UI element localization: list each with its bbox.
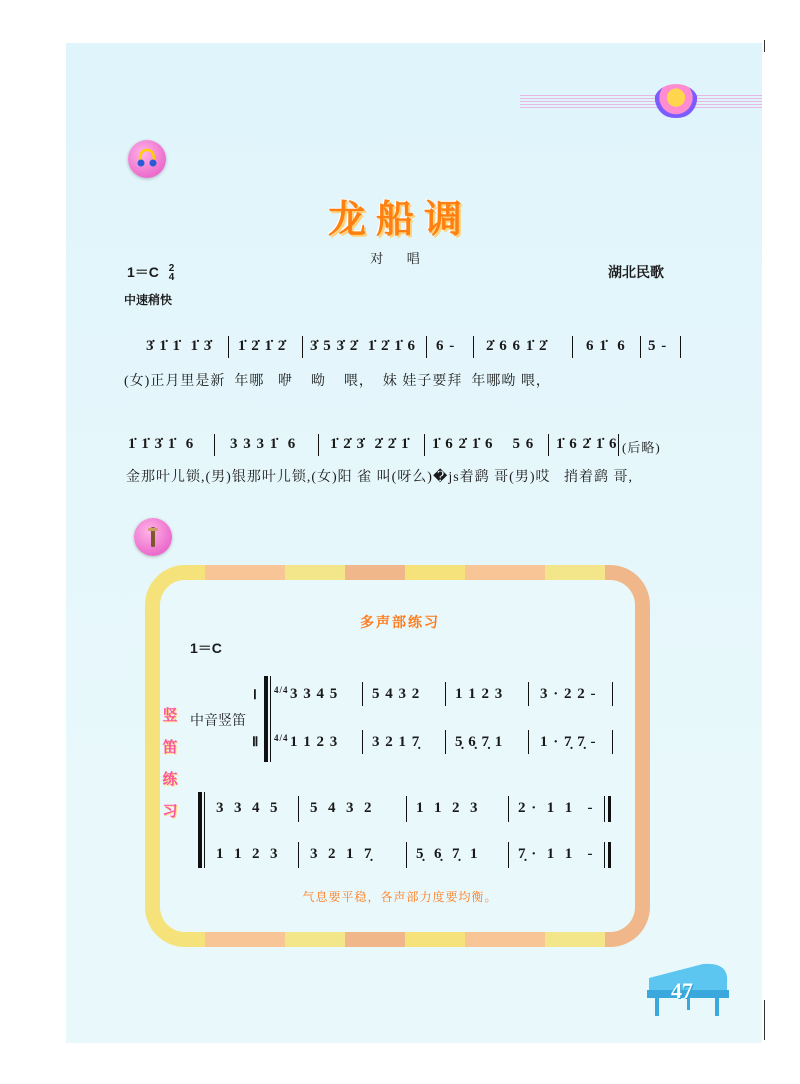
- bar-line: [528, 682, 529, 706]
- time-denominator: 4: [168, 272, 175, 284]
- measure: 1 1 2 3: [416, 800, 479, 816]
- bar-line: [362, 682, 363, 706]
- measure: 5 4 3 2: [372, 686, 421, 702]
- time-signature: 4/4: [274, 685, 289, 695]
- measure: 1 1 2 3: [290, 734, 339, 750]
- bar-line: [612, 730, 613, 754]
- bar-line: [214, 434, 215, 456]
- recorder-practice-label: [160, 700, 180, 828]
- bar-line: [298, 796, 299, 822]
- bar-line: [618, 434, 619, 456]
- bar-line: [572, 336, 573, 358]
- practice-key: 1＝C: [190, 640, 222, 656]
- bar-line: [640, 336, 641, 358]
- bar-line: [302, 336, 303, 358]
- crop-mark: [764, 1000, 765, 1040]
- lyrics-line-1: (女)正月里是新 年哪 咿 呦 喂， 妹 娃子要拜 年哪呦 喂，: [124, 374, 551, 389]
- measure: 6 -: [436, 338, 456, 354]
- system-bracket: [198, 792, 202, 868]
- time-signature: 4/4: [274, 733, 289, 743]
- measure: 1 1 2 3: [455, 686, 504, 702]
- measure: 5 -: [648, 338, 668, 354]
- bar-line: [362, 730, 363, 754]
- instrument-name: 中音竖笛: [190, 714, 246, 729]
- measure: 1̇ 6 2̇ 1̇ 6 5 6: [432, 436, 535, 452]
- measure: 3 3 4 5: [290, 686, 339, 702]
- measure: 1 · 7̣ 7̣ -: [540, 734, 597, 750]
- key-text: 1＝C: [127, 264, 159, 280]
- measure: 6 1̇ 6: [586, 338, 626, 354]
- system-line: [270, 676, 271, 762]
- music-emblem-icon: [654, 84, 698, 118]
- measure: 3 2 1 7̣: [310, 846, 373, 862]
- measure: 3̇ 1̇ 1̇ 1̇ 3̇: [146, 338, 213, 354]
- bar-line: [548, 434, 549, 456]
- measure: 2 · 1 1 -: [518, 800, 594, 816]
- bar-line: [473, 336, 474, 358]
- measure: 2̇ 6 6 1̇ 2̇: [486, 338, 548, 354]
- measure: 7̣ · 1 1 -: [518, 846, 594, 862]
- measure: 3 2 1 7̣: [372, 734, 421, 750]
- bar-line: [426, 336, 427, 358]
- song-title: 龙船调: [327, 199, 472, 241]
- practice-title: 多声部练习: [360, 614, 440, 630]
- bar-line: [680, 336, 681, 358]
- side-label-char: 练: [162, 771, 178, 788]
- bar-line: [406, 796, 407, 822]
- bar-line: [508, 796, 509, 822]
- recorder-glyph: [143, 526, 163, 548]
- song-origin: 湖北民歌: [608, 264, 664, 280]
- key-signature: [127, 262, 174, 282]
- measure: 1̇ 6 2̇ 1̇ 6: [556, 436, 618, 452]
- bar-line: [228, 336, 229, 358]
- measure: 5 4 3 2: [310, 800, 373, 816]
- time-numerator: 2: [168, 263, 175, 275]
- tempo-marking: 中速稍快: [124, 293, 173, 307]
- voice-1-label: Ⅰ: [253, 687, 257, 702]
- bar-line: [508, 842, 509, 868]
- bar-line: [612, 682, 613, 706]
- decorative-lines: [520, 95, 762, 109]
- bar-line: [604, 796, 605, 822]
- measure: 1 1 2 3: [216, 846, 279, 862]
- measure: 1̇ 2̇ 1̇ 2̇: [238, 338, 287, 354]
- measure: 5̣ 6̣ 7̣ 1: [455, 734, 504, 750]
- headphones-icon: [128, 140, 166, 178]
- side-label-char: 习: [162, 803, 178, 820]
- bar-line: [445, 682, 446, 706]
- bar-line: [445, 730, 446, 754]
- measure: 3̇ 5 3̇ 2̇ 1̇ 2̇ 1̇ 6: [310, 338, 416, 354]
- bar-line: [298, 842, 299, 868]
- lyrics-line-2: 金那叶儿锁,(男)银那叶儿锁,(女)阳 雀 叫(呀么)�js着鹞 哥(男)哎 捎着鹞 哥,: [126, 470, 633, 485]
- final-bar-line: [608, 796, 611, 822]
- headphones-glyph: [137, 148, 157, 170]
- measure: 3 · 2 2 -: [540, 686, 597, 702]
- practice-tip: 气息要平稳，各声部力度要均衡。: [302, 890, 498, 904]
- measure: 3 3 4 5: [216, 800, 279, 816]
- bar-line: [604, 842, 605, 868]
- measure: 1̇ 1̇ 3̇ 1̇ 6: [128, 436, 195, 452]
- page-number: 47: [671, 978, 693, 1003]
- bar-line: [424, 434, 425, 456]
- bar-line: [528, 730, 529, 754]
- side-label-char: 竖: [162, 707, 178, 724]
- recorder-icon: [134, 518, 172, 556]
- bar-line: [318, 434, 319, 456]
- side-label-char: 笛: [162, 739, 178, 756]
- system-bracket: [264, 676, 268, 762]
- final-bar-line: [608, 842, 611, 868]
- measure: 5̣ 6̣ 7̣ 1: [416, 846, 479, 862]
- measure: 1̇ 2̇ 3̇ 2̇ 2̇ 1̇: [330, 436, 410, 452]
- omitted-marker: (后略): [622, 440, 661, 455]
- crop-mark: [764, 40, 765, 52]
- bar-line: [406, 842, 407, 868]
- system-line: [204, 792, 205, 868]
- voice-2-label: Ⅱ: [252, 734, 259, 749]
- measure: 3 3 3 1̇ 6: [230, 436, 297, 452]
- song-subtitle: 对 唱: [370, 251, 430, 266]
- time-signature: [169, 264, 175, 282]
